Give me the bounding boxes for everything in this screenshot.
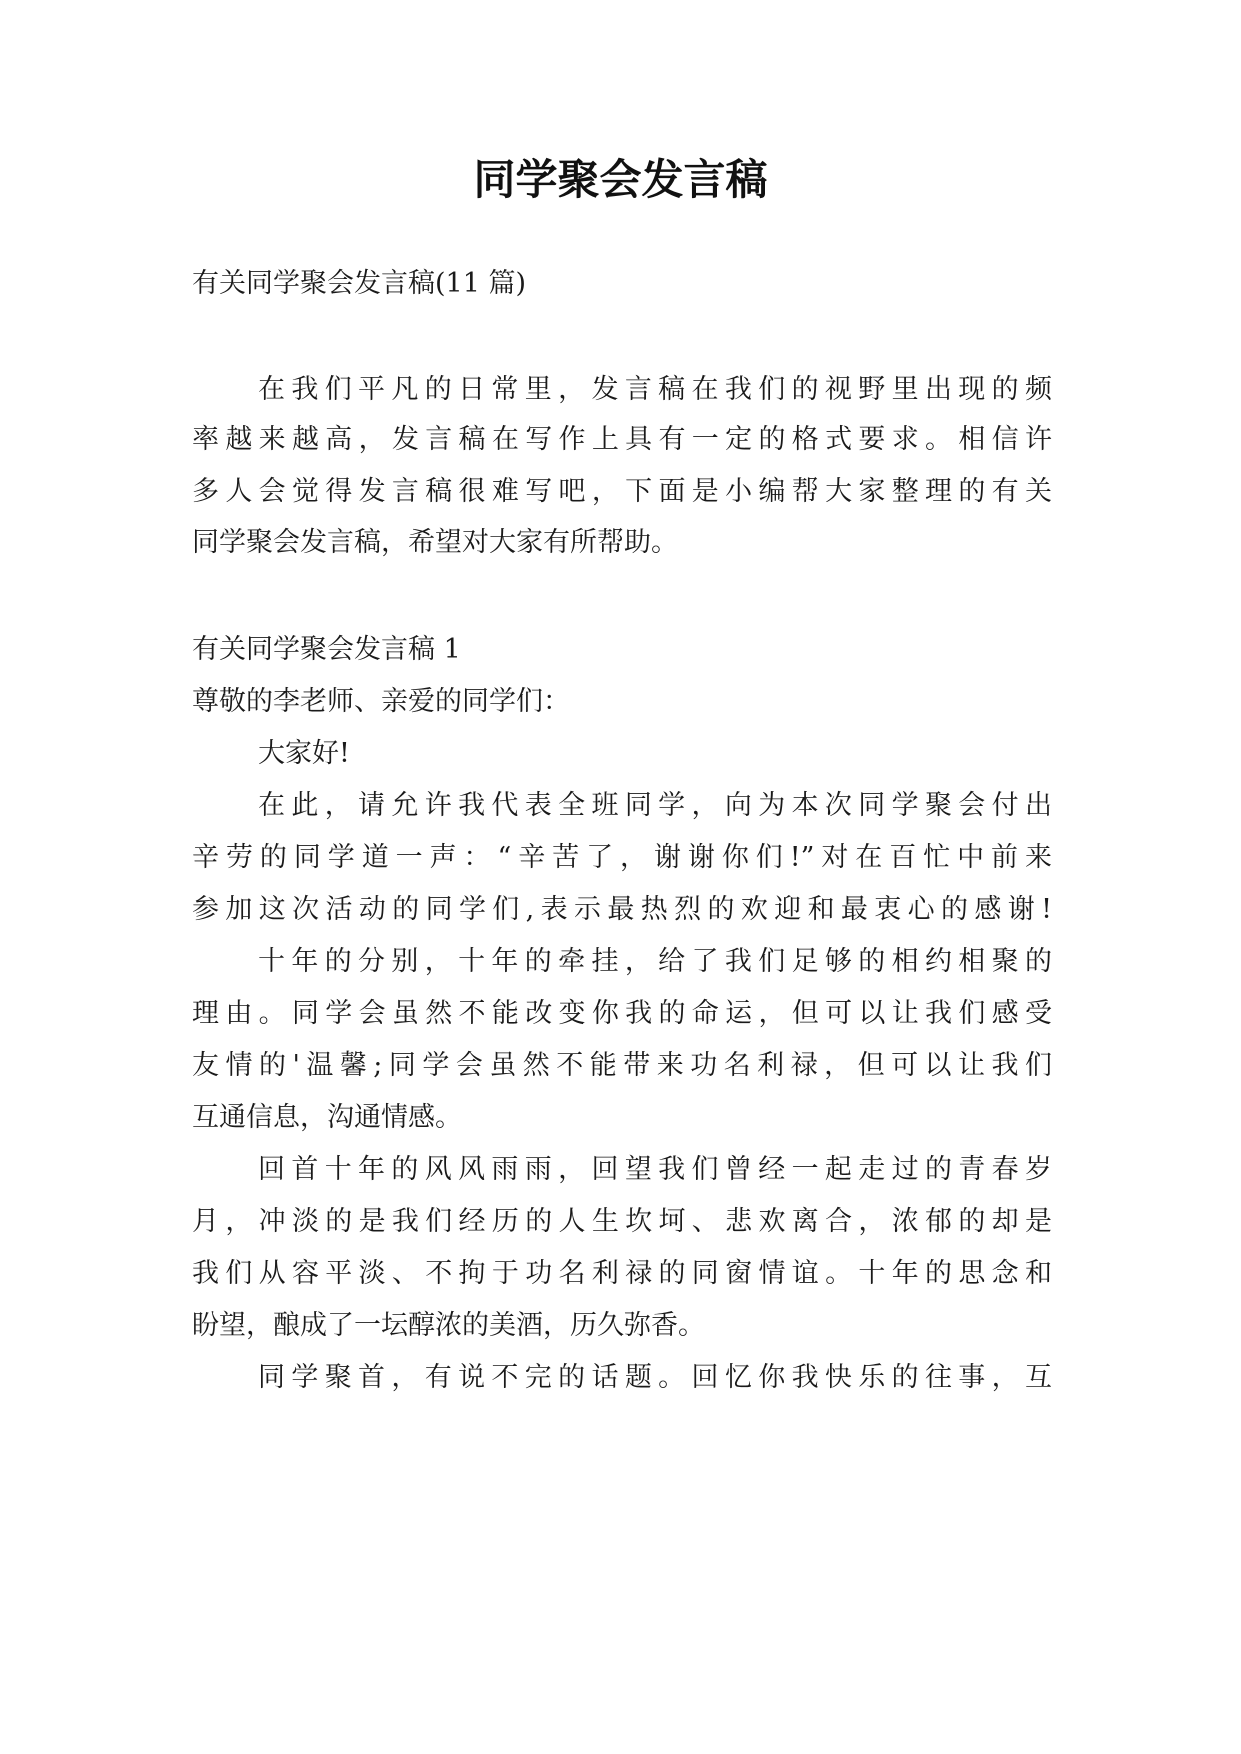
document-subtitle: 有关同学聚会发言稿(11 篇) — [192, 268, 527, 299]
para3-line-1: 回首十年的风风雨雨，回望我们曾经一起走过的青春岁 — [258, 1154, 1052, 1185]
salutation: 尊敬的李老师、亲爱的同学们： — [192, 686, 570, 717]
para2-line-2: 理由。同学会虽然不能改变你我的命运，但可以让我们感受 — [192, 998, 1052, 1029]
para4-line-1: 同学聚首，有说不完的话题。回忆你我快乐的往事，互 — [258, 1362, 1052, 1393]
para2-line-4: 互通信息，沟通情感。 — [192, 1102, 462, 1133]
greeting: 大家好! — [258, 738, 350, 769]
para1-line-3: 参加这次活动的同学们,表示最热烈的欢迎和最衷心的感谢! — [192, 894, 1052, 925]
intro-line-4: 同学聚会发言稿，希望对大家有所帮助。 — [192, 527, 678, 558]
intro-line-3: 多人会觉得发言稿很难写吧，下面是小编帮大家整理的有关 — [192, 476, 1052, 507]
para3-line-4: 盼望，酿成了一坛醇浓的美酒，历久弥香。 — [192, 1310, 705, 1341]
para2-line-3: 友情的'温馨;同学会虽然不能带来功名利禄，但可以让我们 — [192, 1050, 1052, 1081]
para3-line-2: 月，冲淡的是我们经历的人生坎坷、悲欢离合，浓郁的却是 — [192, 1206, 1052, 1237]
intro-line-2: 率越来越高，发言稿在写作上具有一定的格式要求。相信许 — [192, 424, 1052, 455]
para1-line-1: 在此，请允许我代表全班同学，向为本次同学聚会付出 — [258, 790, 1052, 821]
para3-line-3: 我们从容平淡、不拘于功名利禄的同窗情谊。十年的思念和 — [192, 1258, 1052, 1289]
intro-line-1: 在我们平凡的日常里，发言稿在我们的视野里出现的频 — [258, 374, 1052, 405]
para2-line-1: 十年的分别，十年的牵挂，给了我们足够的相约相聚的 — [258, 946, 1052, 977]
section-heading: 有关同学聚会发言稿 1 — [192, 634, 461, 665]
para1-line-2: 辛劳的同学道一声：“辛苦了，谢谢你们!”对在百忙中前来 — [192, 842, 1052, 873]
page-title: 同学聚会发言稿 — [473, 155, 768, 204]
